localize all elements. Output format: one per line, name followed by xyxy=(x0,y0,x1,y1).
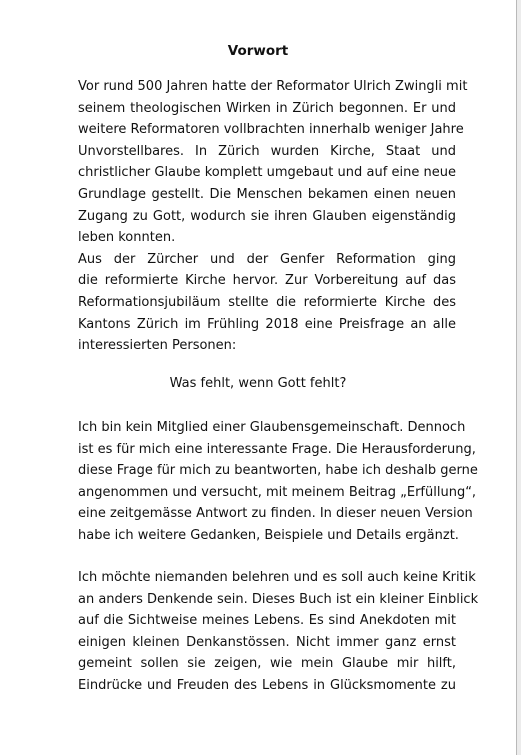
text-line: die reformierte Kirche hervor. Zur Vorbereitung auf das xyxy=(78,273,456,289)
text-line: leben konnten. xyxy=(78,230,176,246)
page-gutter xyxy=(517,0,521,755)
paragraph-intent xyxy=(78,567,479,697)
text-line: Ich bin kein Mitglied einer Glaubensgemeinschaft. Dennoch xyxy=(78,420,466,435)
text-line: Aus der Zürcher und der Genfer Reformation ging xyxy=(78,251,456,267)
paragraph-reformation xyxy=(78,76,468,357)
prize-question: Was fehlt, wenn Gott fehlt? xyxy=(169,376,347,391)
text-line: Unvorstellbares. In Zürich wurden Kirche, Staat und xyxy=(78,143,456,159)
text-line: Ich möchte niemanden belehren und es soll auch keine Kritik xyxy=(78,570,476,585)
text-line: christlicher Glaube komplett umgebaut und auf eine neue xyxy=(78,165,456,181)
text-line: gemeint sollen sie zeigen, wie mein Glaube mir hilft, xyxy=(78,656,456,672)
text-line: Grundlage gestellt. Die Menschen bekamen einen neuen xyxy=(78,186,456,202)
text-line: an anders Denkende sein. Dieses Buch ist ein kleiner Einblick xyxy=(78,591,479,607)
text-line: Vor rund 500 Jahren hatte der Reformator Ulrich Zwingli mit xyxy=(78,79,468,94)
text-line: Zugang zu Gott, wodurch sie ihren Glauben eigenständig xyxy=(78,208,456,224)
page-title: Vorwort xyxy=(227,43,289,59)
text-line: seinem theologischen Wirken in Zürich begonnen. Er und xyxy=(78,100,456,116)
text-line: auf die Sichtweise meines Lebens. Es sind Anekdoten mit xyxy=(78,613,456,629)
paragraph-motivation xyxy=(78,417,478,547)
text-line: Kantons Zürich im Frühling 2018 eine Preisfrage an alle xyxy=(78,316,456,332)
text-line: Eindrücke und Freuden des Lebens in Glücksmomente zu xyxy=(78,677,456,693)
text-line: interessierten Personen: xyxy=(78,338,237,354)
text-line: angenommen und versucht, mit meinem Beitrag „Erfüllung“, xyxy=(78,484,477,500)
text-line: einigen kleinen Denkanstössen. Nicht immer ganz ernst xyxy=(78,634,456,650)
text-line: habe ich weitere Gedanken, Beispiele und Details ergänzt. xyxy=(78,527,459,543)
text-line: Reformationsjubiläum stellte die reformierte Kirche des xyxy=(78,294,456,310)
text-line: weitere Reformatoren vollbrachten innerhalb weniger Jahre xyxy=(78,122,464,138)
text-line: ist es für mich eine interessante Frage. Die Herausforderung, xyxy=(78,441,476,457)
text-line: eine zeitgemässe Antwort zu finden. In dieser neuen Version xyxy=(78,506,473,522)
text-line: diese Frage für mich zu beantworten, habe ich deshalb gerne xyxy=(78,463,478,479)
